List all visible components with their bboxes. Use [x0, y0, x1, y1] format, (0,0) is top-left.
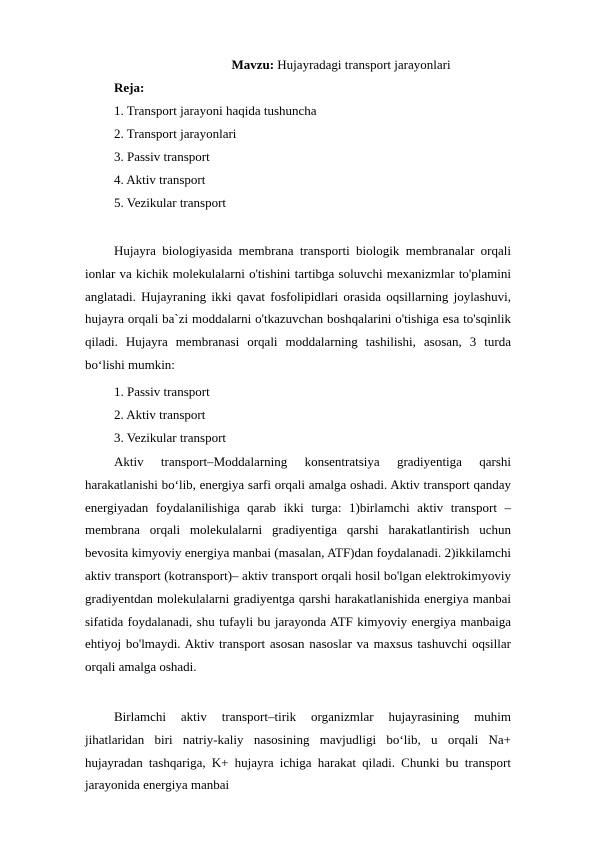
plan-item: 3. Passiv transport: [114, 149, 210, 164]
title-label: Mavzu:: [231, 57, 275, 72]
type-item: 2. Aktiv transport: [114, 407, 206, 422]
plan-item: 4. Aktiv transport: [114, 172, 206, 187]
primary-transport-paragraph: Birlamchi aktiv transport–tirik organizmlar hujayrasining muhim jihatlaridan biri natriy-kaliy nasosining mavjudligi bo‘lib, u orqali Na+ hujayradan tashqariga, K+ hujayra ichiga harakat qiladi. Chunki bu transport jarayonida energiya manbai: [85, 709, 511, 793]
plan-heading: Reja:: [114, 80, 145, 95]
plan-item: 2. Transport jarayonlari: [114, 126, 237, 141]
page-title: [85, 55, 596, 75]
title-text: Hujayradagi transport jarayonlari: [277, 57, 451, 72]
type-item: 3. Vezikular transport: [114, 430, 227, 445]
type-item: 1. Passiv transport: [114, 384, 210, 399]
active-transport-paragraph: Aktiv transport–Moddalarning konsentratsiya gradiyentiga qarshi harakatlanishi bo‘lib, energiya sarfi orqali amalga oshadi. Aktiv transport qanday energiyadan foydalanilishiga qarab ikki turga: 1)birlamchi aktiv transport – membrana orqali molekulalarni gradiyentiga qarshi harakatlantirish uchun bevosita kimyoviy energiya manbai (masalan, ATF)dan foydalanadi. 2)ikkilamchi aktiv transport (kotransport)– aktiv transport orqali hosil bo'lgan elektrokimyoviy gradiyentdan molekulalarni gradiyentga qarshi harakatlanishida energiya manbai sifatida foydalanadi, shu tufayli bu jarayonda ATF kimyoviy energiya manbaiga ehtiyoj bo'lmaydi. Aktiv transport asosan nasoslar va maxsus tashuvchi oqsillar orqali amalga oshadi.: [85, 454, 511, 675]
plan-item: 5. Vezikular transport: [114, 195, 227, 210]
intro-paragraph: Hujayra biologiyasida membrana transporti biologik membranalar orqali ionlar va kichik molekulalarni o'tishini tartibga soluvchi mexanizmlar to'plamini anglatadi. Hujayraning ikki qavat fosfolipidlari orasida oqsillarning joylashuvi, hujayra orqali ba`zi moddalarni o'tkazuvchan boshqalarini o'tishiga esa to'sqinlik qiladi. Hujayra membranasi orqali moddalarning tashilishi, asosan, 3 turda bo‘lishi mumkin:: [85, 243, 511, 372]
plan-item: 1. Transport jarayoni haqida tushuncha: [114, 103, 317, 118]
